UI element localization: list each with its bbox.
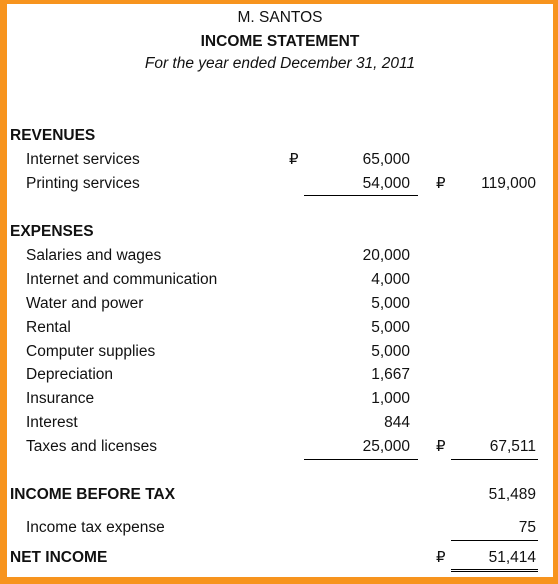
net-income-label: NET INCOME — [10, 549, 108, 566]
expense-amount: 4,000 — [371, 271, 410, 288]
currency-symbol: ₽ — [436, 438, 446, 455]
expense-label: Insurance — [26, 390, 95, 407]
revenues-heading: REVENUES — [10, 127, 96, 144]
income-tax-label: Income tax expense — [26, 519, 165, 536]
expense-amount: 5,000 — [371, 343, 410, 360]
expense-label: Salaries and wages — [26, 247, 162, 264]
expense-amount: 1,667 — [371, 366, 410, 383]
expense-amount: 25,000 — [362, 438, 410, 455]
currency-symbol: ₽ — [436, 175, 446, 192]
statement-title: INCOME STATEMENT — [200, 33, 360, 50]
expense-subtotal-rule — [304, 459, 418, 460]
income-before-tax-amount: 51,489 — [488, 486, 536, 503]
expense-label: Taxes and licenses — [26, 438, 157, 455]
expense-amount: 1,000 — [371, 390, 410, 407]
expenses-heading: EXPENSES — [10, 223, 94, 240]
revenues-total: 119,000 — [481, 175, 536, 192]
revenue-subtotal-rule — [304, 195, 418, 196]
income-tax-amount: 75 — [518, 519, 536, 536]
currency-symbol: ₽ — [289, 151, 299, 168]
income-statement-sheet — [7, 4, 553, 577]
revenue-amount-internet-services: 65,000 — [362, 151, 410, 168]
statement-period: For the year ended December 31, 2011 — [144, 55, 416, 72]
revenue-label-printing-services: Printing services — [26, 175, 140, 192]
net-income-double-rule — [451, 569, 538, 572]
income-tax-rule — [451, 540, 538, 541]
expense-label: Water and power — [26, 295, 144, 312]
expense-label: Interest — [26, 414, 78, 431]
income-before-tax-label: INCOME BEFORE TAX — [10, 486, 176, 503]
revenue-amount-printing-services: 54,000 — [362, 175, 410, 192]
expense-label: Computer supplies — [26, 343, 156, 360]
expense-amount: 20,000 — [362, 247, 410, 264]
revenue-label-internet-services: Internet services — [26, 151, 140, 168]
expenses-total: 67,511 — [489, 438, 536, 455]
expense-label: Rental — [26, 319, 71, 336]
expense-amount: 5,000 — [371, 319, 410, 336]
currency-symbol: ₽ — [436, 549, 446, 566]
expense-amount: 5,000 — [371, 295, 410, 312]
expense-amount: 844 — [384, 414, 410, 431]
company-name: M. SANTOS — [237, 9, 323, 26]
expense-total-rule — [451, 459, 538, 460]
net-income-amount: 51,414 — [488, 549, 536, 566]
expense-label: Internet and communication — [26, 271, 218, 288]
expense-label: Depreciation — [26, 366, 114, 383]
